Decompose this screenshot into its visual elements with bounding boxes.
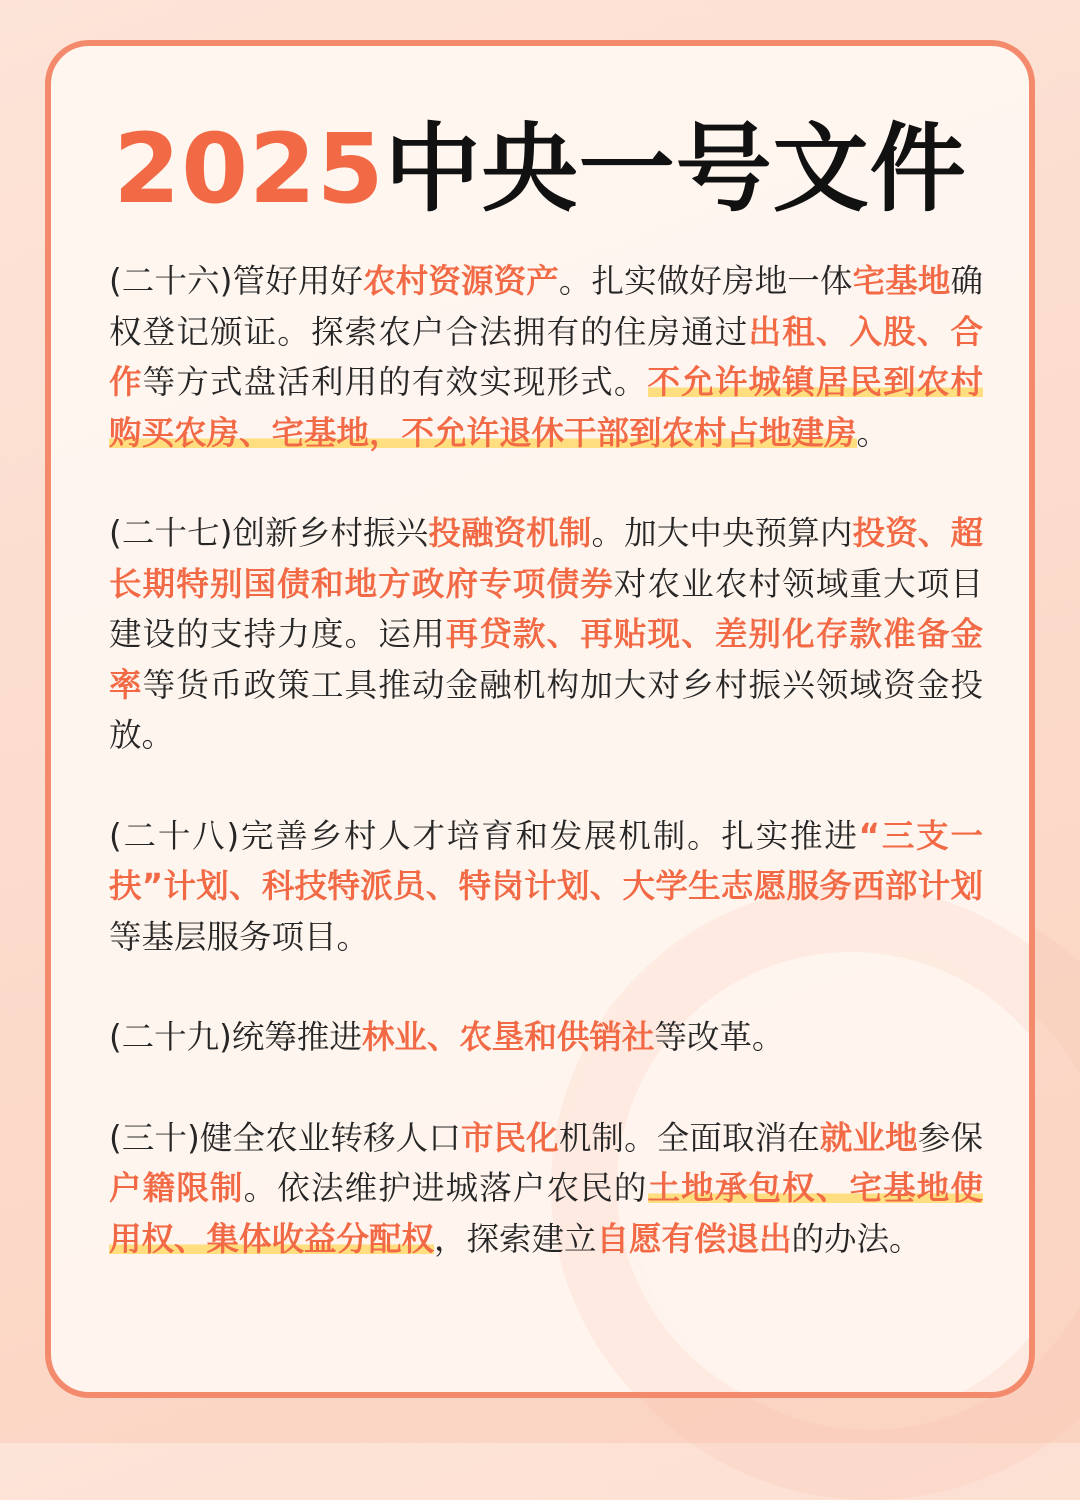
highlighted-term: 户籍限制: [109, 1169, 244, 1207]
title-text: 中央一号文件: [384, 113, 967, 225]
document-body: [109, 256, 983, 1314]
plain-text-segment: 对农业农村领域重大项目建设的支持力度。运用: [109, 564, 983, 653]
highlighted-term: 投融资机制: [428, 514, 592, 552]
plain-text-segment: (三十)健全农业转移人口: [109, 1118, 461, 1157]
plain-text-segment: (二十九)统筹推进: [109, 1018, 362, 1056]
plain-text-segment: 机制。全面取消在: [558, 1118, 820, 1157]
plain-text-segment: 等货币政策工具推动金融机构加大对乡村振兴领域资金投放。: [109, 665, 983, 754]
paragraph-28: [109, 811, 983, 963]
paragraph-26: [109, 256, 983, 458]
plain-text-segment: (二十八)完善乡村人才培育和发展机制。扎实推进: [109, 816, 859, 855]
paragraph-29: [109, 1012, 983, 1063]
plain-text-segment: 的办法。: [791, 1219, 922, 1258]
highlighted-term: 农村资源资产: [363, 262, 559, 300]
page-title: [51, 114, 1029, 224]
plain-text-segment: 。: [856, 413, 890, 452]
highlighted-term: 自愿有偿退出: [596, 1219, 792, 1258]
content-card: [45, 40, 1035, 1398]
highlighted-term: 宅基地: [852, 262, 951, 300]
plain-text-segment: (二十七)创新乡村振兴: [109, 514, 429, 552]
plain-text-segment: ，探索建立: [434, 1219, 597, 1258]
highlighted-term: 林业、农垦和供销社: [361, 1018, 655, 1056]
plain-text-segment: 。扎实做好房地一体: [558, 262, 853, 300]
highlighted-term: 市民化: [460, 1118, 559, 1157]
highlighted-term: “三支一扶”计划、科技特派员、特岗计划、大学生志愿服务西部计划: [109, 816, 983, 905]
title-year: 2025: [113, 113, 385, 225]
plain-text-segment: 。加大中央预算内: [591, 514, 853, 552]
paragraph-27: [109, 508, 983, 761]
underlined-highlight: 不允许城镇居民到农村购买农房、宅基地，不允许退休干部到农村占地建房: [109, 363, 983, 452]
plain-text-segment: 确权登记颁证。探索农户合法拥有的住房通过: [109, 262, 983, 351]
underlined-highlight: 土地承包权、宅基地使用权、集体收益分配权: [109, 1169, 983, 1258]
plain-text-segment: 等方式盘活利用的有效实现形式。: [142, 363, 648, 401]
highlighted-term: 投资、超长期特别国债和地方政府专项债券: [109, 514, 983, 603]
highlighted-term: 出租、入股、合作: [109, 312, 983, 401]
plain-text-segment: 参保: [917, 1118, 983, 1157]
highlighted-term: 就业地: [819, 1118, 918, 1157]
plain-text-segment: (二十六)管好用好: [109, 262, 364, 300]
plain-text-segment: 等改革。: [654, 1018, 785, 1056]
plain-text-segment: 。依法维护进城落户农民的: [243, 1169, 648, 1207]
highlighted-term: 再贷款、再贴现、差别化存款准备金率: [109, 615, 983, 704]
paragraph-30: [109, 1113, 983, 1265]
plain-text-segment: 等基层服务项目。: [109, 917, 370, 956]
